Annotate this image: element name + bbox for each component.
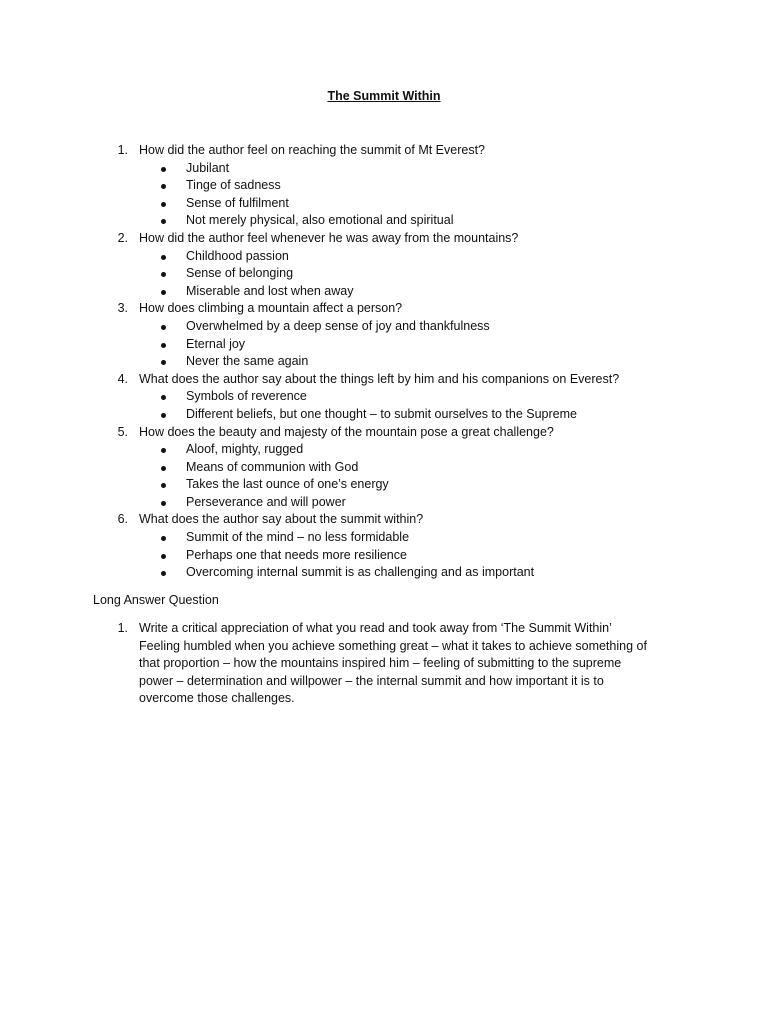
- question-item: [0, 230, 768, 248]
- answer-point: [0, 547, 768, 565]
- bullet-icon: [161, 184, 166, 189]
- bullet-icon: [161, 290, 166, 295]
- question-item: [0, 511, 768, 529]
- bullet-icon: [161, 571, 166, 576]
- answer-point-text: Miserable and lost when away: [186, 283, 354, 298]
- answer-point: [0, 265, 768, 283]
- answer-point-text: Aloof, mighty, rugged: [186, 442, 304, 457]
- question-item: [0, 424, 768, 442]
- question-number: 2.: [117, 230, 128, 245]
- bullet-icon: [161, 413, 166, 418]
- long-answer-line: Write a critical appreciation of what you read and took away from ‘The Summit Within’: [139, 621, 612, 635]
- question-number: 1.: [117, 143, 128, 157]
- answer-point-text: Childhood passion: [186, 248, 289, 263]
- answer-point-text: Eternal joy: [186, 336, 246, 351]
- bullet-icon: [161, 255, 166, 260]
- bullet-icon: [161, 483, 166, 488]
- answer-point: [0, 248, 768, 266]
- answer-point: [0, 177, 768, 195]
- answer-point: [0, 336, 768, 354]
- long-answer-line: power – determination and willpower – the internal summit and how important it is to: [139, 673, 604, 688]
- answer-point-text: Perhaps one that needs more resilience: [186, 547, 407, 562]
- question-number: 5.: [117, 424, 128, 439]
- answer-point: [0, 212, 768, 230]
- question-text: What does the author say about the things left by him and his companions on Everest?: [139, 371, 620, 386]
- question-list: [0, 142, 768, 582]
- document-title: The Summit Within: [327, 89, 441, 103]
- answer-point: [0, 160, 768, 178]
- bullet-icon: [161, 536, 166, 541]
- answer-point: [0, 459, 768, 477]
- answer-point-text: Not merely physical, also emotional and spiritual: [186, 213, 454, 228]
- answer-point: [0, 564, 768, 582]
- answer-point-text: Overcoming internal summit is as challenging and as important: [186, 565, 535, 580]
- question-item: [0, 142, 768, 160]
- answer-point: [0, 476, 768, 494]
- bullet-icon: [161, 501, 166, 506]
- answer-point: [0, 406, 768, 424]
- answer-point-text: Means of communion with God: [186, 459, 359, 474]
- question-text: How does the beauty and majesty of the mountain pose a great challenge?: [139, 424, 554, 439]
- bullet-icon: [161, 219, 166, 224]
- bullet-icon: [161, 360, 166, 365]
- answer-point-text: Symbols of reverence: [186, 389, 307, 404]
- bullet-icon: [161, 272, 166, 277]
- answer-point: [0, 441, 768, 459]
- bullet-icon: [161, 466, 166, 471]
- question-item: [0, 371, 768, 389]
- long-answer-line: overcome those challenges.: [139, 691, 295, 706]
- bullet-icon: [161, 554, 166, 559]
- bullet-icon: [161, 202, 166, 207]
- bullet-icon: [161, 395, 166, 400]
- long-answer-heading: Long Answer Question: [93, 593, 219, 607]
- bullet-icon: [161, 167, 166, 172]
- answer-point: [0, 318, 768, 336]
- answer-point-text: Perseverance and will power: [186, 494, 346, 509]
- bullet-icon: [161, 448, 166, 453]
- answer-point-text: Different beliefs, but one thought – to submit ourselves to the Supreme: [186, 406, 577, 421]
- answer-point-text: Jubilant: [186, 160, 230, 175]
- question-number: 3.: [117, 301, 128, 316]
- answer-point-text: Sense of fulfilment: [186, 195, 289, 210]
- question-text: How did the author feel whenever he was away from the mountains?: [139, 230, 519, 245]
- answer-point-text: Never the same again: [186, 354, 309, 369]
- answer-point-text: Tinge of sadness: [186, 178, 281, 193]
- question-item: [0, 300, 768, 318]
- bullet-icon: [161, 325, 166, 330]
- bullet-icon: [161, 343, 166, 348]
- long-answer-line: that proportion – how the mountains inspired him – feeling of submitting to the supreme: [139, 656, 622, 671]
- question-text: What does the author say about the summit within?: [139, 512, 424, 527]
- answer-point: [0, 353, 768, 371]
- answer-point: [0, 388, 768, 406]
- long-answer-number: 1.: [117, 621, 128, 635]
- question-text: How did the author feel on reaching the summit of Mt Everest?: [139, 143, 486, 157]
- question-text: How does climbing a mountain affect a person?: [139, 301, 403, 316]
- answer-point-text: Sense of belonging: [186, 266, 294, 281]
- answer-point-text: Takes the last ounce of one’s energy: [186, 477, 389, 492]
- answer-point-text: Summit of the mind – no less formidable: [186, 530, 410, 545]
- long-answer-body: [139, 620, 679, 708]
- question-number: 4.: [117, 371, 128, 386]
- answer-point: [0, 494, 768, 512]
- long-answer-line: Feeling humbled when you achieve something great – what it takes to achieve something of: [139, 638, 647, 653]
- answer-point-text: Overwhelmed by a deep sense of joy and thankfulness: [186, 318, 490, 333]
- answer-point: [0, 283, 768, 301]
- question-number: 6.: [117, 512, 128, 527]
- answer-point: [0, 529, 768, 547]
- answer-point: [0, 195, 768, 213]
